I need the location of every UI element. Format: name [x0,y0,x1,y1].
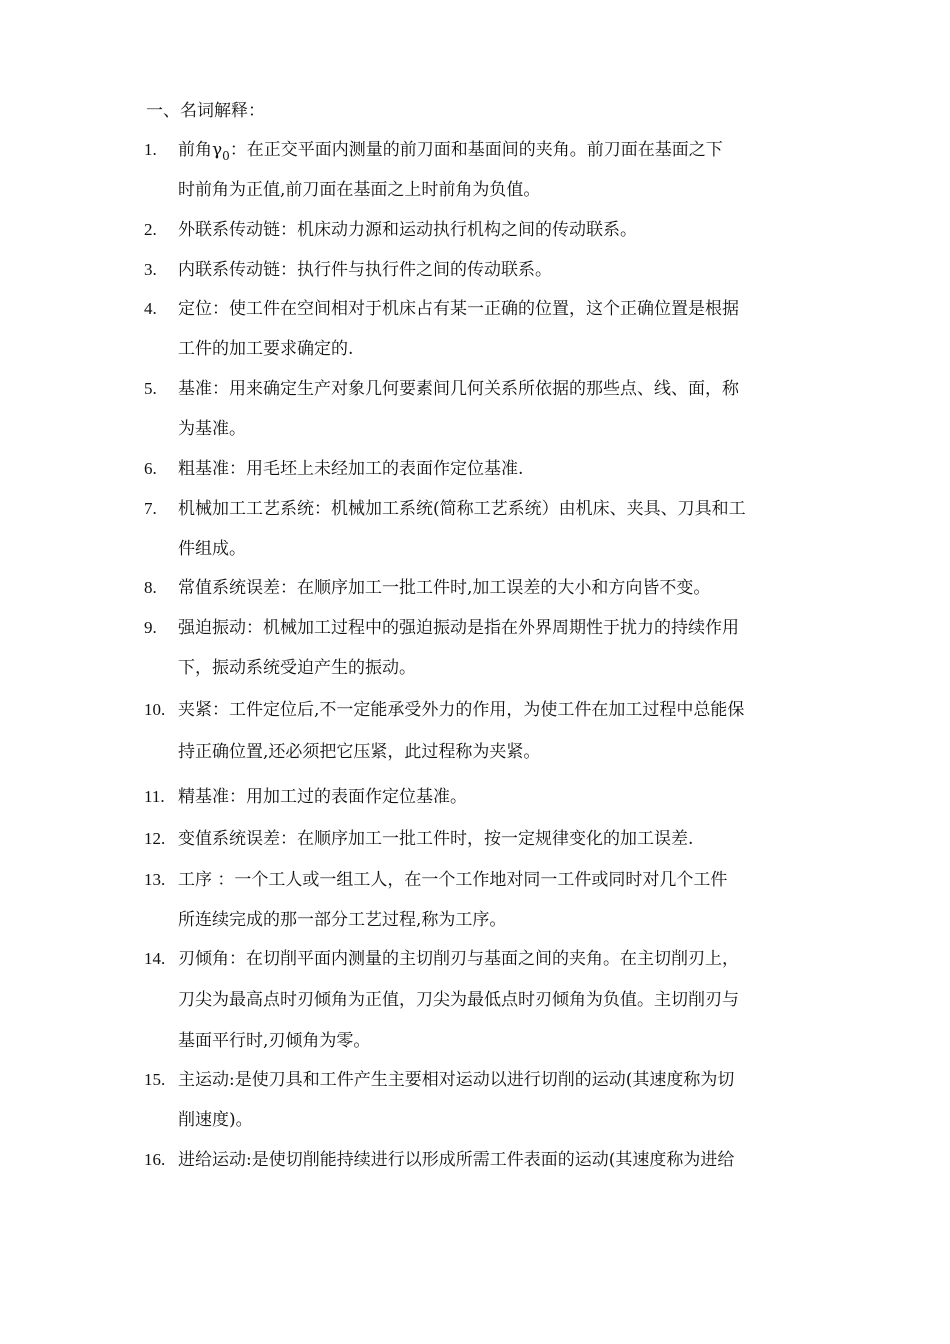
item-line: 下，振动系统受迫产生的振动。 [178,658,416,678]
item-line [178,137,723,164]
item-number: 12. [144,829,166,848]
item-line: 机械加工工艺系统：机械加工系统(简称工艺系统）由机床、夹具、刀具和工 [178,499,746,519]
item-line: 粗基准：用毛坯上未经加工的表面作定位基准. [178,459,524,479]
section-heading: 一、名词解释： [146,101,265,121]
item-text: ：在正交平面内测量的前刀面和基面间的夹角。前刀面在基面之下 [229,140,723,160]
item-number: 1. [144,140,157,159]
item-number: 4. [144,299,157,318]
item-number: 2. [144,220,157,239]
item-line: 定位：使工件在空间相对于机床占有某一正确的位置，这个正确位置是根据 [178,299,739,319]
item-number: 6. [144,459,157,478]
item-number: 15. [144,1070,166,1089]
item-line: 基面平行时,刃倾角为零。 [178,1031,371,1051]
item-number: 14. [144,949,166,968]
item-line: 削速度)。 [178,1110,253,1130]
item-line: 件组成。 [178,539,246,559]
item-line: 为基准。 [178,419,246,439]
item-number: 8. [144,578,157,597]
item-line: 持正确位置,还必须把它压紧，此过程称为夹紧。 [178,742,541,762]
item-number: 11. [144,787,165,806]
item-line: 外联系传动链：机床动力源和运动执行机构之间的传动联系。 [178,220,637,240]
item-line: 所连续完成的那一部分工艺过程,称为工序。 [178,910,507,930]
item-number: 10. [144,700,166,719]
item-number: 7. [144,499,157,518]
item-line: 强迫振动：机械加工过程中的强迫振动是指在外界周期性于扰力的持续作用 [178,618,739,638]
item-line: 变值系统误差：在顺序加工一批工件时，按一定规律变化的加工误差. [178,829,694,849]
item-text: 前角γ [178,140,223,160]
item-line: 基准：用来确定生产对象几何要素间几何关系所依据的那些点、线、面，称 [178,379,739,399]
item-line: 精基准：用加工过的表面作定位基准。 [178,787,467,807]
item-line: 常值系统误差：在顺序加工一批工件时,加工误差的大小和方向皆不变。 [178,578,711,598]
item-line: 夹紧：工件定位后,不一定能承受外力的作用，为使工件在加工过程中总能保 [178,700,745,720]
item-number: 3. [144,260,157,279]
item-number: 5. [144,379,157,398]
item-line: 工件的加工要求确定的. [178,339,354,359]
item-number: 9. [144,618,157,637]
item-number: 16. [144,1150,166,1169]
item-line: 工序 ：一个工人或一组工人，在一个工作地对同一工件或同时对几个工件 [178,870,728,890]
item-line: 时前角为正值,前刀面在基面之上时前角为负值。 [178,180,541,200]
item-line: 内联系传动链：执行件与执行件之间的传动联系。 [178,260,552,280]
item-line: 刀尖为最高点时刃倾角为正值，刀尖为最低点时刃倾角为负值。主切削刃与 [178,990,739,1010]
item-number: 13. [144,870,166,889]
subscript: 0 [222,149,230,163]
item-line: 进给运动:是使切削能持续进行以形成所需工件表面的运动(其速度称为进给 [178,1150,735,1170]
item-line: 刃倾角：在切削平面内测量的主切削刃与基面之间的夹角。在主切削刃上， [178,949,739,969]
item-line: 主运动:是使刀具和工件产生主要相对运动以进行切削的运动(其速度称为切 [178,1070,735,1090]
